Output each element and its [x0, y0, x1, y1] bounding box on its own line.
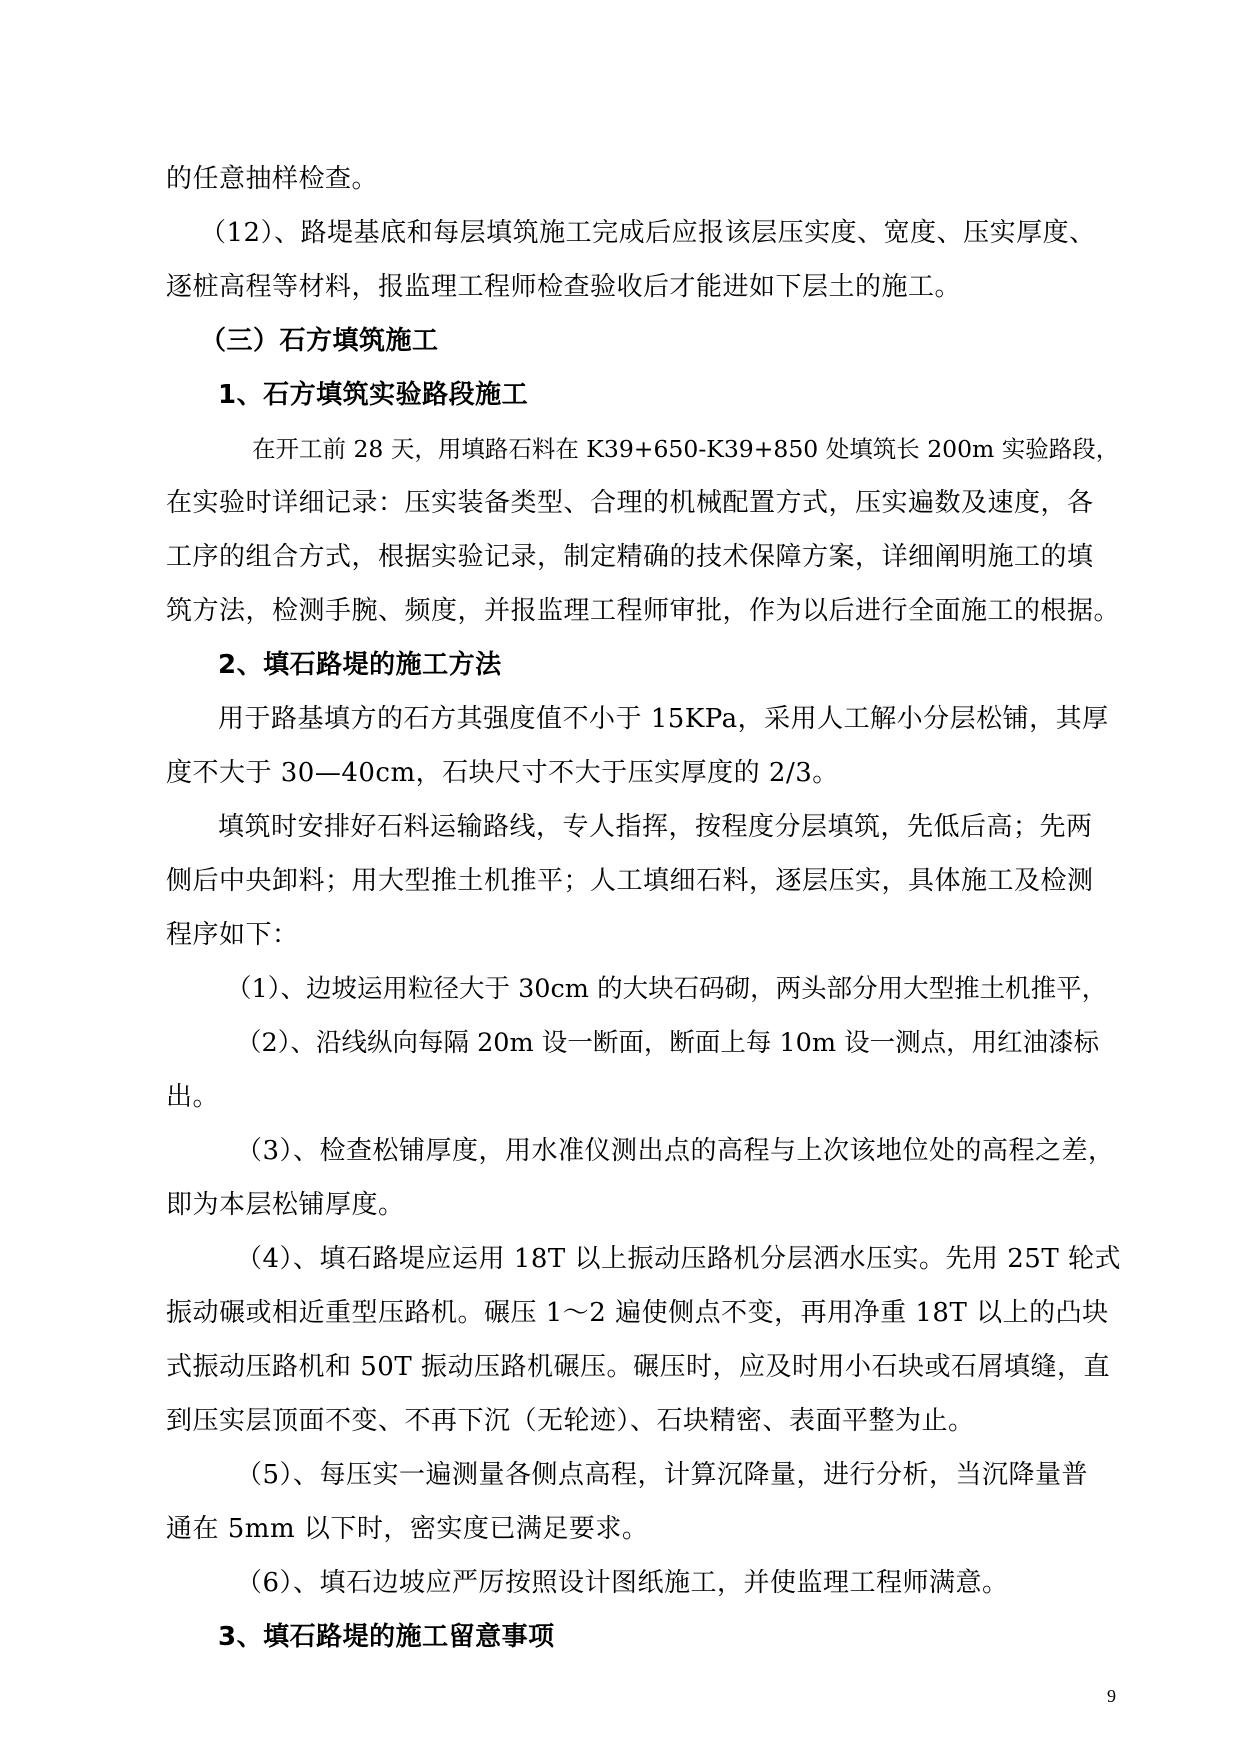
- section-heading: （三）石方填筑施工: [200, 326, 439, 356]
- text-line: （5）、每压实一遍测量各侧点高程，计算沉降量，进行分析，当沉降量普: [236, 1460, 1089, 1490]
- text-line: 侧后中央卸料；用大型推土机推平；人工填细石料，逐层压实，具体施工及检测: [166, 866, 1094, 896]
- subsection-heading: 3、填石路堤的施工留意事项: [218, 1622, 555, 1652]
- text-line: 出。: [166, 1082, 220, 1112]
- text-line: 筑方法，检测手腕、频度，并报监理工程师审批，作为以后进行全面施工的根据。: [166, 596, 1121, 626]
- text-line: 即为本层松铺厚度。: [166, 1190, 405, 1220]
- text-line: （3）、检查松铺厚度，用水准仪测出点的高程与上次该地位处的高程之差，: [236, 1136, 1115, 1166]
- text-line: 振动碾或相近重型压路机。碾压 1～2 遍使侧点不变，再用净重 18T 以上的凸块: [166, 1298, 1109, 1328]
- text-line: （6）、填石边坡应严厉按照设计图纸施工，并使监理工程师满意。: [236, 1568, 1009, 1598]
- text-line: （12）、路堤基底和每层填筑施工完成后应报该层压实度、宽度、压实厚度、: [200, 218, 1096, 248]
- text-line: 的任意抽样检查。: [166, 164, 379, 194]
- page-number: 9: [1107, 1686, 1116, 1706]
- text-line: 工序的组合方式，根据实验记录，制定精确的技术保障方案，详细阐明施工的填: [166, 542, 1094, 572]
- text-line: （1）、边坡运用粒径大于 30cm 的大块石码砌，两头部分用大型推土机推平，: [226, 974, 1108, 1004]
- text-line: （4）、填石路堤应运用 18T 以上振动压路机分层洒水压实。先用 25T 轮式: [236, 1244, 1121, 1274]
- subsection-heading: 2、填石路堤的施工方法: [218, 650, 502, 680]
- text-line: 程序如下：: [166, 920, 299, 950]
- text-line: 用于路基填方的石方其强度值不小于 15KPa，采用人工解小分层松铺，其厚: [218, 704, 1109, 734]
- text-line: （2）、沿线纵向每隔 20m 设一断面，断面上每 10m 设一测点，用红油漆标: [236, 1028, 1100, 1058]
- text-line: 逐桩高程等材料，报监理工程师检查验收后才能进如下层土的施工。: [166, 272, 962, 302]
- text-line: 在开工前 28 天，用填路石料在 K39+650-K39+850 处填筑长 200m 实验路段，: [252, 435, 1120, 463]
- text-line: 填筑时安排好石料运输路线，专人指挥，按程度分层填筑，先低后高；先两: [218, 812, 1093, 842]
- text-line: 式振动压路机和 50T 振动压路机碾压。碾压时，应及时用小石块或石屑填缝，直: [166, 1352, 1110, 1382]
- text-line: 到压实层顶面不变、不再下沉（无轮迹）、石块精密、表面平整为止。: [166, 1406, 975, 1436]
- text-line: 通在 5mm 以下时，密实度已满足要求。: [166, 1514, 649, 1544]
- text-line: 在实验时详细记录：压实装备类型、合理的机械配置方式，压实遍数及速度，各: [166, 488, 1094, 518]
- text-line: 度不大于 30—40cm，石块尺寸不大于压实厚度的 2/3。: [166, 758, 839, 788]
- subsection-heading: 1、石方填筑实验路段施工: [218, 380, 529, 410]
